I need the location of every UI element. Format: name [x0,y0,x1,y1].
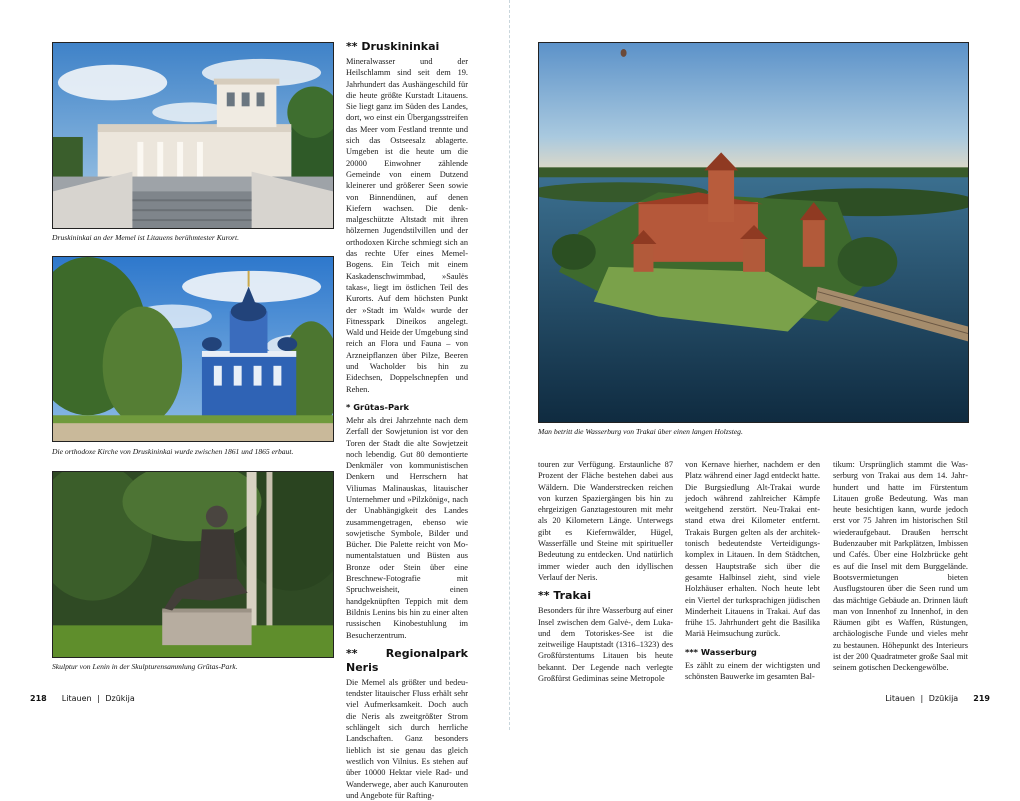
villa-photo [52,42,334,229]
running-head-country: Litauen [61,694,92,703]
grutas-heading: * Grūtas-Park [346,401,410,412]
trakai-heading: ** Trakai [538,589,591,603]
right-folio: Litauen | Dzūkija 219 [885,694,990,703]
left-page [0,0,509,800]
left-text-column [346,40,468,801]
left-folio: 218 Litauen | Dzūkija [30,694,135,703]
page-number: 219 [973,694,990,703]
right-column-2 [685,459,820,682]
neris-text: Die Memel als größter und bedeutendster litauischer Fluss erhält sehr viel Aufmerksamkeit. Doch auch die Neris als zweitgrößter Strom schlängelt sich durch herrliche Landschaften. Ganz besonders lieblich ist sie genau das gleich westlich von Vilnius. Es stehen auf über 10000 Hektar viele Rad- und Wanderwege, aber auch Kanurouten und Angebote für Rafting- [346,677,468,800]
right-column-3 [833,459,968,674]
right-page [511,0,1020,730]
running-head-region: Dzūkija [105,694,135,703]
trakai-castle-photo [538,42,969,423]
wasserburg-continued-text: tikum: Ursprünglich stammt die Wasserburg von Trakai aus dem 14. Jahrhundert und hatte im Fürstentum Litauen große Bedeutung. Was man heute besichtigen kann, wurde jedoch erst vor 75 Jahren im historischen Stil wiederaufgebaut. Draußen herrscht Budenzauber mit Parkplätzen, Imbissen und Cafés. Über eine Holzbrücke geht es auf die Insel mit dem Burggelände. Bootsvermietungen bieten Ausflugstouren über die Seen rund um das mächtige Gebäude an. Drinnen läuft man von Innenhof zu Innenhof, in den Räumen gibt es Waffen, Rüstungen, archäologische Funde und vieles mehr zu bestaunen. Höhepunkt des Interieurs ist der 200 Quadratmeter große Saal mit seinem gotischen Deckengewölbe. [833,460,968,673]
trakai-text: Besonders für ihre Wasserburg auf einer Insel zwischen dem Galvė-, dem Luka- und dem Totoriskes-See ist die zeitweilige Hauptstadt (1316–1323) des Großfürstentums Litauen bis heute bekannt. Der Legende nach verlegte Großfürst Gediminas seine Metropole [538,606,673,684]
page-number: 218 [30,694,47,703]
neris-continued-text: touren zur Verfügung. Erstaunliche 87 Prozent der Fläche bestehen dabei aus Wäldern. Die Wanderstrecken reichen von kurzen Spaziergängen bis hin zu ehrgeizigen Ganztagestouren mit mehr als 20 Kilometern Länge. Unterwegs gibt es Kiefernwälder, Hügel, Wasserfälle und Steine mit spiritueller Bedeutung zu entdecken. Und natürlich immer wieder auch den idyllischen Verlauf der Neris. [538,460,673,582]
trakai-continued-text: von Kernave hierher, nachdem er den Platz während einer Jagd entdeckt hatte. Die Burgsiedlung Alt-Trakai wurde jedoch während zahlreicher Kämpfe weitgehend zerstört. Neu-Trakai entstand etwa drei Kilometer entfernt. Trakais Burgen gelten als der architektonisch bedeutendste Verteidigungskomplex in Litauen. In dem Städtchen, dessen Hauptstraße sich über die gesamte Halbinsel zieht, sind viele Holzhäuser erhalten. Noch heute lebt ein Viertel der turksprachigen jüdischen Minderheit Litauens in Trakai. Auf das frühe 15. Jahrhundert geht die Basilika Mariä Heimsuchung zurück. [685,460,820,639]
druskininkai-text: Mineralwasser und der Heilschlamm sind seit dem 19. Jahrhundert das Aushängeschild für die heute größte Kurstadt Litauens. Sie liegt ganz im Süden des Landes, dort, wo einst ein Übergangsstreifen das Meer vom Festland trennte und sich das Ostseesalz ablagerte. Umgeben ist die heute um die 20000 Einwohner zählende Gemeinde von einem Dutzend kleinerer und größerer Seen sowie von Binnendünen, auf denen Kiefern wachsen. Die denkmalgeschützte Altstadt mit ihren hölzernen Jugendstilvillen und der orthodoxen Kirche schmiegt sich an das rechte Ufer eines Memel-Bogens. Ein Teich mit einem Kaskadenschwimmbad, »Saulės takas«, liegt im östlichen Teil des Kurorts. Auf dem höchsten Punkt der »Stadt im Wald« wurde der Fitnesspark Dineikos angelegt. Wald und Heide der Umgebung sind reich an Flora und Fauna – von Arzneipflanzen über Pilze, Beeren und Wacholder bis hin zu Eidechsen, Doppelschnepfen und Rehen. [346,57,468,394]
church-photo [52,256,334,442]
right-column-1 [538,459,673,684]
statue-photo [52,471,334,658]
trakai-caption: Man betritt die Wasserburg von Trakai über einen langen Holzsteg. [538,427,743,436]
statue-caption: Skulptur von Lenin in der Skulpturensammlung Grūtas-Park. [52,662,238,671]
running-head-region: Dzūkija [928,694,959,703]
grutas-text: Mehr als drei Jahrzehnte nach dem Zerfall der Sowjetunion ist vor den Toren der Stadt die alte Sowjetzeit noch lebendig. Gut 80 demontierte Denkmäler von kommunistischen Denkern und Herrschern hat Viliumas Malinauskas, litauischer Unternehmer und »Pilzkönig«, nach der Unabhängigkeit des Landes zusammengetragen, ebenso wie sowjetische Symbole, Bilder und Bücher. Die Palette reicht von Monumentalstatuen und Büsten aus Bronze oder Stein über eine Breschnew-Fotografie mit Spruchweisheit, einen handgeknüpften Teppich mit dem Bildnis Lenins bis hin zu einer alten russischen Kinobestuhlung im Besucherzentrum. [346,415,468,640]
villa-caption: Druskininkai an der Memel ist Litauens berühmtester Kurort. [52,233,240,242]
druskininkai-heading: ** Druskininkai [346,40,440,53]
neris-heading: ** Regionalpark Neris [346,646,468,674]
church-caption: Die orthodoxe Kirche von Druskininkai wurde zwischen 1861 und 1865 erbaut. [52,447,294,456]
running-head-country: Litauen [885,694,915,703]
wasserburg-text: Es zählt zu einem der wichtigsten und schönsten Bauwerke im gesamten Bal- [685,660,820,682]
wasserburg-heading: *** Wasserburg [685,646,757,657]
